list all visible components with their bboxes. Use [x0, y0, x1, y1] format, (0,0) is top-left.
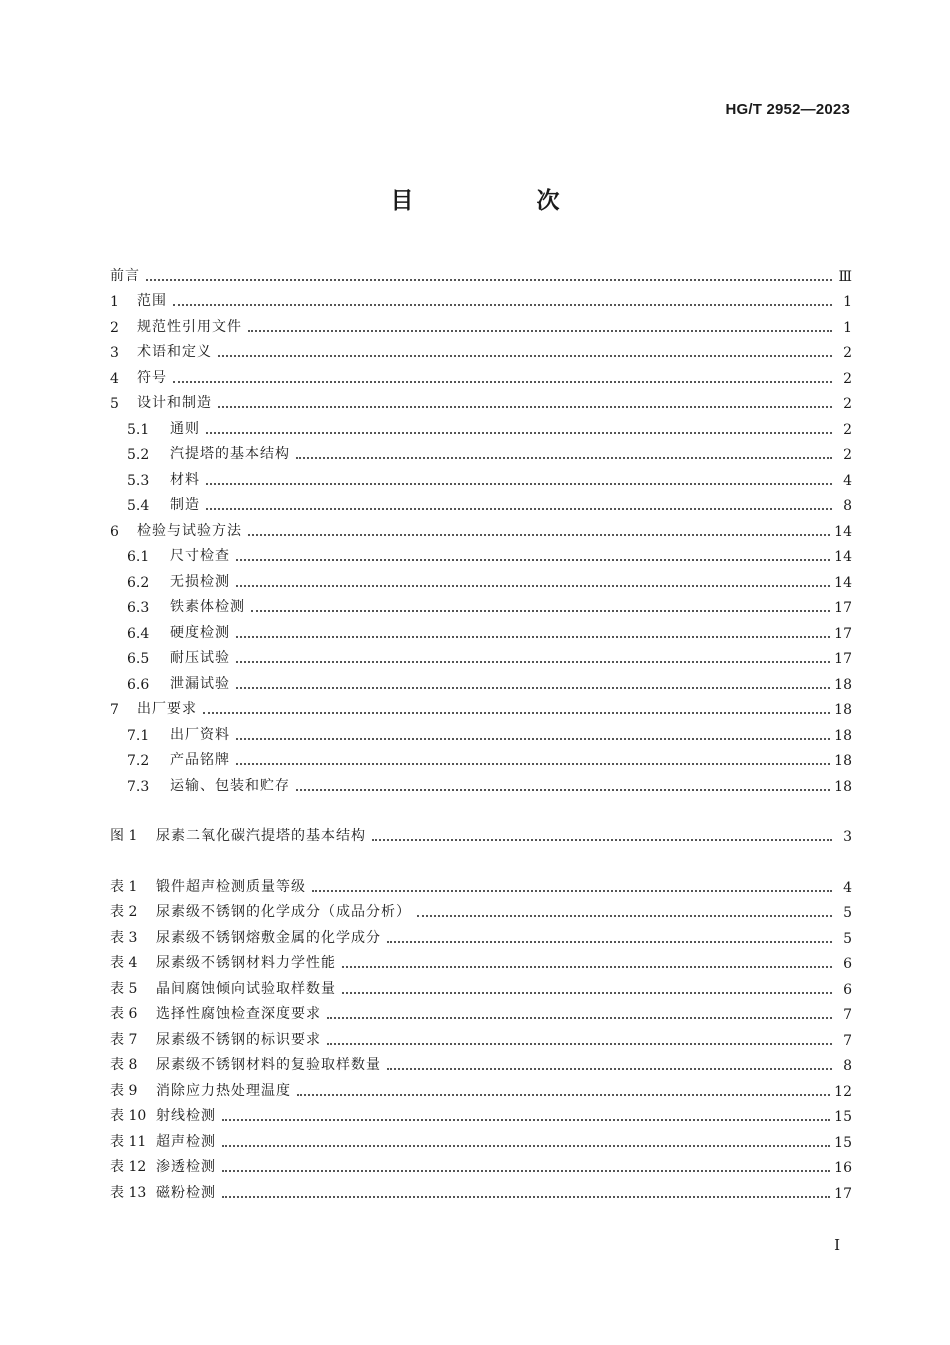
- toc-entry-number: 5.1: [127, 421, 150, 438]
- toc-entry-page: 3: [843, 828, 852, 845]
- toc-entry[interactable]: [110, 642, 852, 668]
- toc-entry-page: 18: [834, 753, 852, 769]
- toc-entry-label: 渗透检测: [156, 1159, 216, 1175]
- dot-leader: [236, 585, 830, 587]
- toc-entry-label: 术语和定义: [137, 344, 212, 360]
- toc-entry-page: 17: [834, 651, 852, 667]
- toc-entry-page: 12: [834, 1083, 852, 1100]
- toc-entry-number: 7.1: [127, 727, 150, 744]
- dot-leader: [222, 1119, 830, 1121]
- toc-entry[interactable]: [110, 667, 852, 693]
- toc-entry-page: 2: [843, 345, 852, 361]
- toc-entry[interactable]: [110, 1074, 852, 1100]
- toc-entry-number: 7.2: [127, 753, 150, 769]
- toc-entry-number: 6.5: [127, 651, 150, 667]
- dot-leader: [327, 1043, 832, 1045]
- toc-entry-label: 前言: [110, 267, 140, 284]
- toc-entry-label: 出厂要求: [137, 701, 197, 717]
- toc-entry-label: 泄漏试验: [170, 675, 230, 692]
- toc-entry[interactable]: [110, 1176, 852, 1202]
- toc-entry[interactable]: [110, 693, 852, 719]
- dot-leader: [203, 712, 830, 714]
- toc-entry[interactable]: [110, 616, 852, 642]
- toc-entry[interactable]: [110, 591, 852, 617]
- toc-entry-page: 6: [843, 981, 852, 998]
- toc-entry-number: 4: [110, 370, 119, 387]
- toc-entry-number: 表 10: [110, 1108, 147, 1124]
- toc-entry[interactable]: [110, 540, 852, 566]
- toc-entry[interactable]: [110, 1023, 852, 1049]
- dot-leader: [296, 457, 832, 459]
- toc-entry-number: 6.4: [127, 625, 150, 642]
- toc-entry-page: 15: [834, 1134, 852, 1151]
- toc-entry-page: 1: [843, 294, 852, 310]
- toc-entry[interactable]: [110, 361, 852, 387]
- toc-tables: [110, 870, 852, 1202]
- toc-entry[interactable]: [110, 972, 852, 998]
- toc-entry-label: 晶间腐蚀倾向试验取样数量: [156, 980, 336, 997]
- toc-entry-page: 8: [843, 1058, 852, 1074]
- toc-entry[interactable]: [110, 744, 852, 770]
- toc-entry[interactable]: [110, 565, 852, 591]
- toc-entry-page: 7: [843, 1032, 852, 1049]
- toc-entry-number: 表 7: [110, 1031, 138, 1048]
- dot-leader: [342, 992, 832, 994]
- dot-leader: [236, 738, 830, 740]
- dot-leader: [387, 1068, 832, 1070]
- toc-entry-label: 尿素级不锈钢的标识要求: [156, 1031, 321, 1048]
- dot-leader: [297, 1094, 830, 1096]
- toc-entry-label: 通则: [170, 420, 200, 437]
- toc-entry-page: 16: [834, 1160, 852, 1176]
- toc-entry[interactable]: [110, 947, 852, 973]
- toc-entry-number: 图 1: [110, 827, 138, 844]
- dot-leader: [206, 483, 832, 485]
- toc-entry-page: 18: [834, 676, 852, 693]
- dot-leader: [342, 966, 832, 968]
- toc-entry-number: 6.6: [127, 676, 150, 693]
- toc-entry-label: 硬度检测: [170, 624, 230, 641]
- toc-entry[interactable]: [110, 1151, 852, 1177]
- toc-entry-label: 出厂资料: [170, 726, 230, 743]
- toc-entry-number: 7.3: [127, 778, 150, 795]
- toc-entry-label: 铁素体检测: [170, 599, 245, 615]
- dot-leader: [251, 610, 830, 612]
- toc-entry[interactable]: [110, 1100, 852, 1126]
- toc-entry[interactable]: [110, 998, 852, 1024]
- toc-entry[interactable]: [110, 819, 852, 845]
- toc-entry-number: 5: [110, 396, 119, 412]
- toc-entry-number: 表 11: [110, 1133, 147, 1150]
- toc-entry-page: 17: [834, 625, 852, 642]
- dot-leader: [387, 941, 832, 943]
- dot-leader: [312, 890, 832, 892]
- toc-entry-page: 17: [834, 1185, 852, 1202]
- toc-entry[interactable]: [110, 310, 852, 336]
- toc-entry-page: 2: [843, 447, 852, 463]
- dot-leader: [222, 1145, 830, 1147]
- toc-entry[interactable]: [110, 921, 852, 947]
- dot-leader: [296, 789, 830, 791]
- toc-entry-number: 表 4: [110, 955, 138, 971]
- dot-leader: [236, 661, 830, 663]
- toc-entry-page: 14: [834, 549, 852, 565]
- toc-entry-number: 2: [110, 319, 119, 336]
- toc-entry-number: 1: [110, 294, 119, 310]
- toc-entry-number: 表 1: [110, 878, 138, 895]
- toc-sections: [110, 259, 852, 795]
- toc-entry[interactable]: [110, 412, 852, 438]
- toc-entry-page: 1: [843, 319, 852, 336]
- toc-entry-number: 7: [110, 702, 119, 718]
- toc-entry[interactable]: [110, 718, 852, 744]
- toc-entry-page: 5: [843, 930, 852, 947]
- toc-entry-number: 6.3: [127, 600, 150, 616]
- toc-entry-label: 尿素级不锈钢材料力学性能: [156, 955, 336, 971]
- toc-entry-label: 尿素二氧化碳汽提塔的基本结构: [156, 827, 366, 844]
- toc-entry-number: 表 6: [110, 1006, 138, 1022]
- toc-entry-page: 5: [843, 905, 852, 921]
- toc-entry[interactable]: [110, 769, 852, 795]
- toc-entry-label: 汽提塔的基本结构: [170, 446, 290, 462]
- standard-code: HG/T 2952—2023: [725, 101, 850, 118]
- toc-entry-label: 产品铭牌: [170, 752, 230, 768]
- dot-leader: [173, 381, 832, 383]
- toc-entry-number: 5.4: [127, 498, 150, 514]
- toc-entry-number: 表 9: [110, 1082, 138, 1099]
- dot-leader: [236, 636, 830, 638]
- toc-entry[interactable]: [110, 1125, 852, 1151]
- dot-leader: [327, 1017, 832, 1019]
- toc-entry-number: 6.1: [127, 549, 150, 565]
- toc-entry-page: 4: [843, 879, 852, 896]
- toc-entry-page: 18: [834, 702, 852, 718]
- toc-entry-page: 4: [843, 472, 852, 489]
- toc-entry-page: Ⅲ: [838, 268, 852, 285]
- toc-entry-number: 表 2: [110, 904, 138, 920]
- toc-entry-label: 规范性引用文件: [137, 318, 242, 335]
- toc-figures: [110, 819, 852, 845]
- toc-entry-label: 尺寸检查: [170, 548, 230, 564]
- toc-entry-page: 2: [843, 396, 852, 412]
- toc-entry[interactable]: [110, 870, 852, 896]
- toc-entry-number: 表 8: [110, 1057, 138, 1073]
- toc-entry-label: 锻件超声检测质量等级: [156, 878, 306, 895]
- dot-leader: [146, 279, 832, 281]
- dot-leader: [236, 559, 830, 561]
- toc-entry-label: 材料: [170, 471, 200, 488]
- toc-entry-number: 表 5: [110, 980, 138, 997]
- toc-entry-page: 2: [843, 421, 852, 438]
- toc-entry-label: 尿素级不锈钢的化学成分（成品分析）: [156, 904, 411, 920]
- dot-leader: [248, 330, 832, 332]
- dot-leader: [222, 1196, 830, 1198]
- dot-leader: [206, 508, 832, 510]
- toc-entry-page: 14: [834, 574, 852, 591]
- footer-page-number: I: [834, 1236, 840, 1254]
- toc-entry-page: 2: [843, 370, 852, 387]
- toc-entry[interactable]: [110, 285, 852, 311]
- toc-entry-label: 范围: [137, 293, 167, 309]
- toc-entry-label: 尿素级不锈钢材料的复验取样数量: [156, 1057, 381, 1073]
- toc-entry-page: 17: [834, 600, 852, 616]
- toc-entry[interactable]: [110, 259, 852, 285]
- dot-leader: [222, 1170, 830, 1172]
- toc-entry-page: 14: [834, 523, 852, 540]
- toc-entry-number: 6.2: [127, 574, 150, 591]
- toc-entry-number: 6: [110, 523, 119, 540]
- toc-entry-label: 消除应力热处理温度: [156, 1082, 291, 1099]
- toc-entry-label: 磁粉检测: [156, 1184, 216, 1201]
- dot-leader: [173, 304, 832, 306]
- toc-entry-label: 检验与试验方法: [137, 522, 242, 539]
- toc-entry-label: 选择性腐蚀检查深度要求: [156, 1006, 321, 1022]
- toc-entry-page: 18: [834, 778, 852, 795]
- toc-entry-page: 15: [834, 1109, 852, 1125]
- toc-entry[interactable]: [110, 387, 852, 413]
- dot-leader: [218, 355, 832, 357]
- toc-entry-label: 无损检测: [170, 573, 230, 590]
- toc-entry-page: 6: [843, 956, 852, 972]
- toc-entry-number: 5.2: [127, 447, 150, 463]
- toc-entry-number: 表 3: [110, 929, 138, 946]
- dot-leader: [236, 763, 830, 765]
- toc-entry-label: 尿素级不锈钢熔敷金属的化学成分: [156, 929, 381, 946]
- toc-entry-label: 超声检测: [156, 1133, 216, 1150]
- dot-leader: [417, 915, 832, 917]
- toc-entry[interactable]: [110, 336, 852, 362]
- toc-entry-label: 耐压试验: [170, 650, 230, 666]
- toc-entry-page: 7: [843, 1007, 852, 1023]
- toc-entry-label: 符号: [137, 369, 167, 386]
- dot-leader: [206, 432, 832, 434]
- toc-entry-number: 表 12: [110, 1159, 147, 1175]
- toc-entry[interactable]: [110, 514, 852, 540]
- toc-entry-label: 射线检测: [156, 1108, 216, 1124]
- dot-leader: [372, 839, 832, 841]
- toc-entry-label: 运输、包装和贮存: [170, 777, 290, 794]
- toc-entry[interactable]: [110, 438, 852, 464]
- dot-leader: [236, 687, 830, 689]
- toc-entry-number: 5.3: [127, 472, 150, 489]
- toc-entry[interactable]: [110, 463, 852, 489]
- page-title: 目 次: [390, 187, 610, 214]
- toc-entry-number: 3: [110, 345, 119, 361]
- toc-entry-page: 8: [843, 498, 852, 514]
- toc-entry-label: 制造: [170, 497, 200, 513]
- dot-leader: [248, 534, 830, 536]
- toc-entry-label: 设计和制造: [137, 395, 212, 411]
- toc-entry[interactable]: [110, 896, 852, 922]
- toc-entry[interactable]: [110, 489, 852, 515]
- toc-entry-page: 18: [834, 727, 852, 744]
- toc-entry[interactable]: [110, 1049, 852, 1075]
- toc-entry-number: 表 13: [110, 1184, 147, 1201]
- dot-leader: [218, 406, 832, 408]
